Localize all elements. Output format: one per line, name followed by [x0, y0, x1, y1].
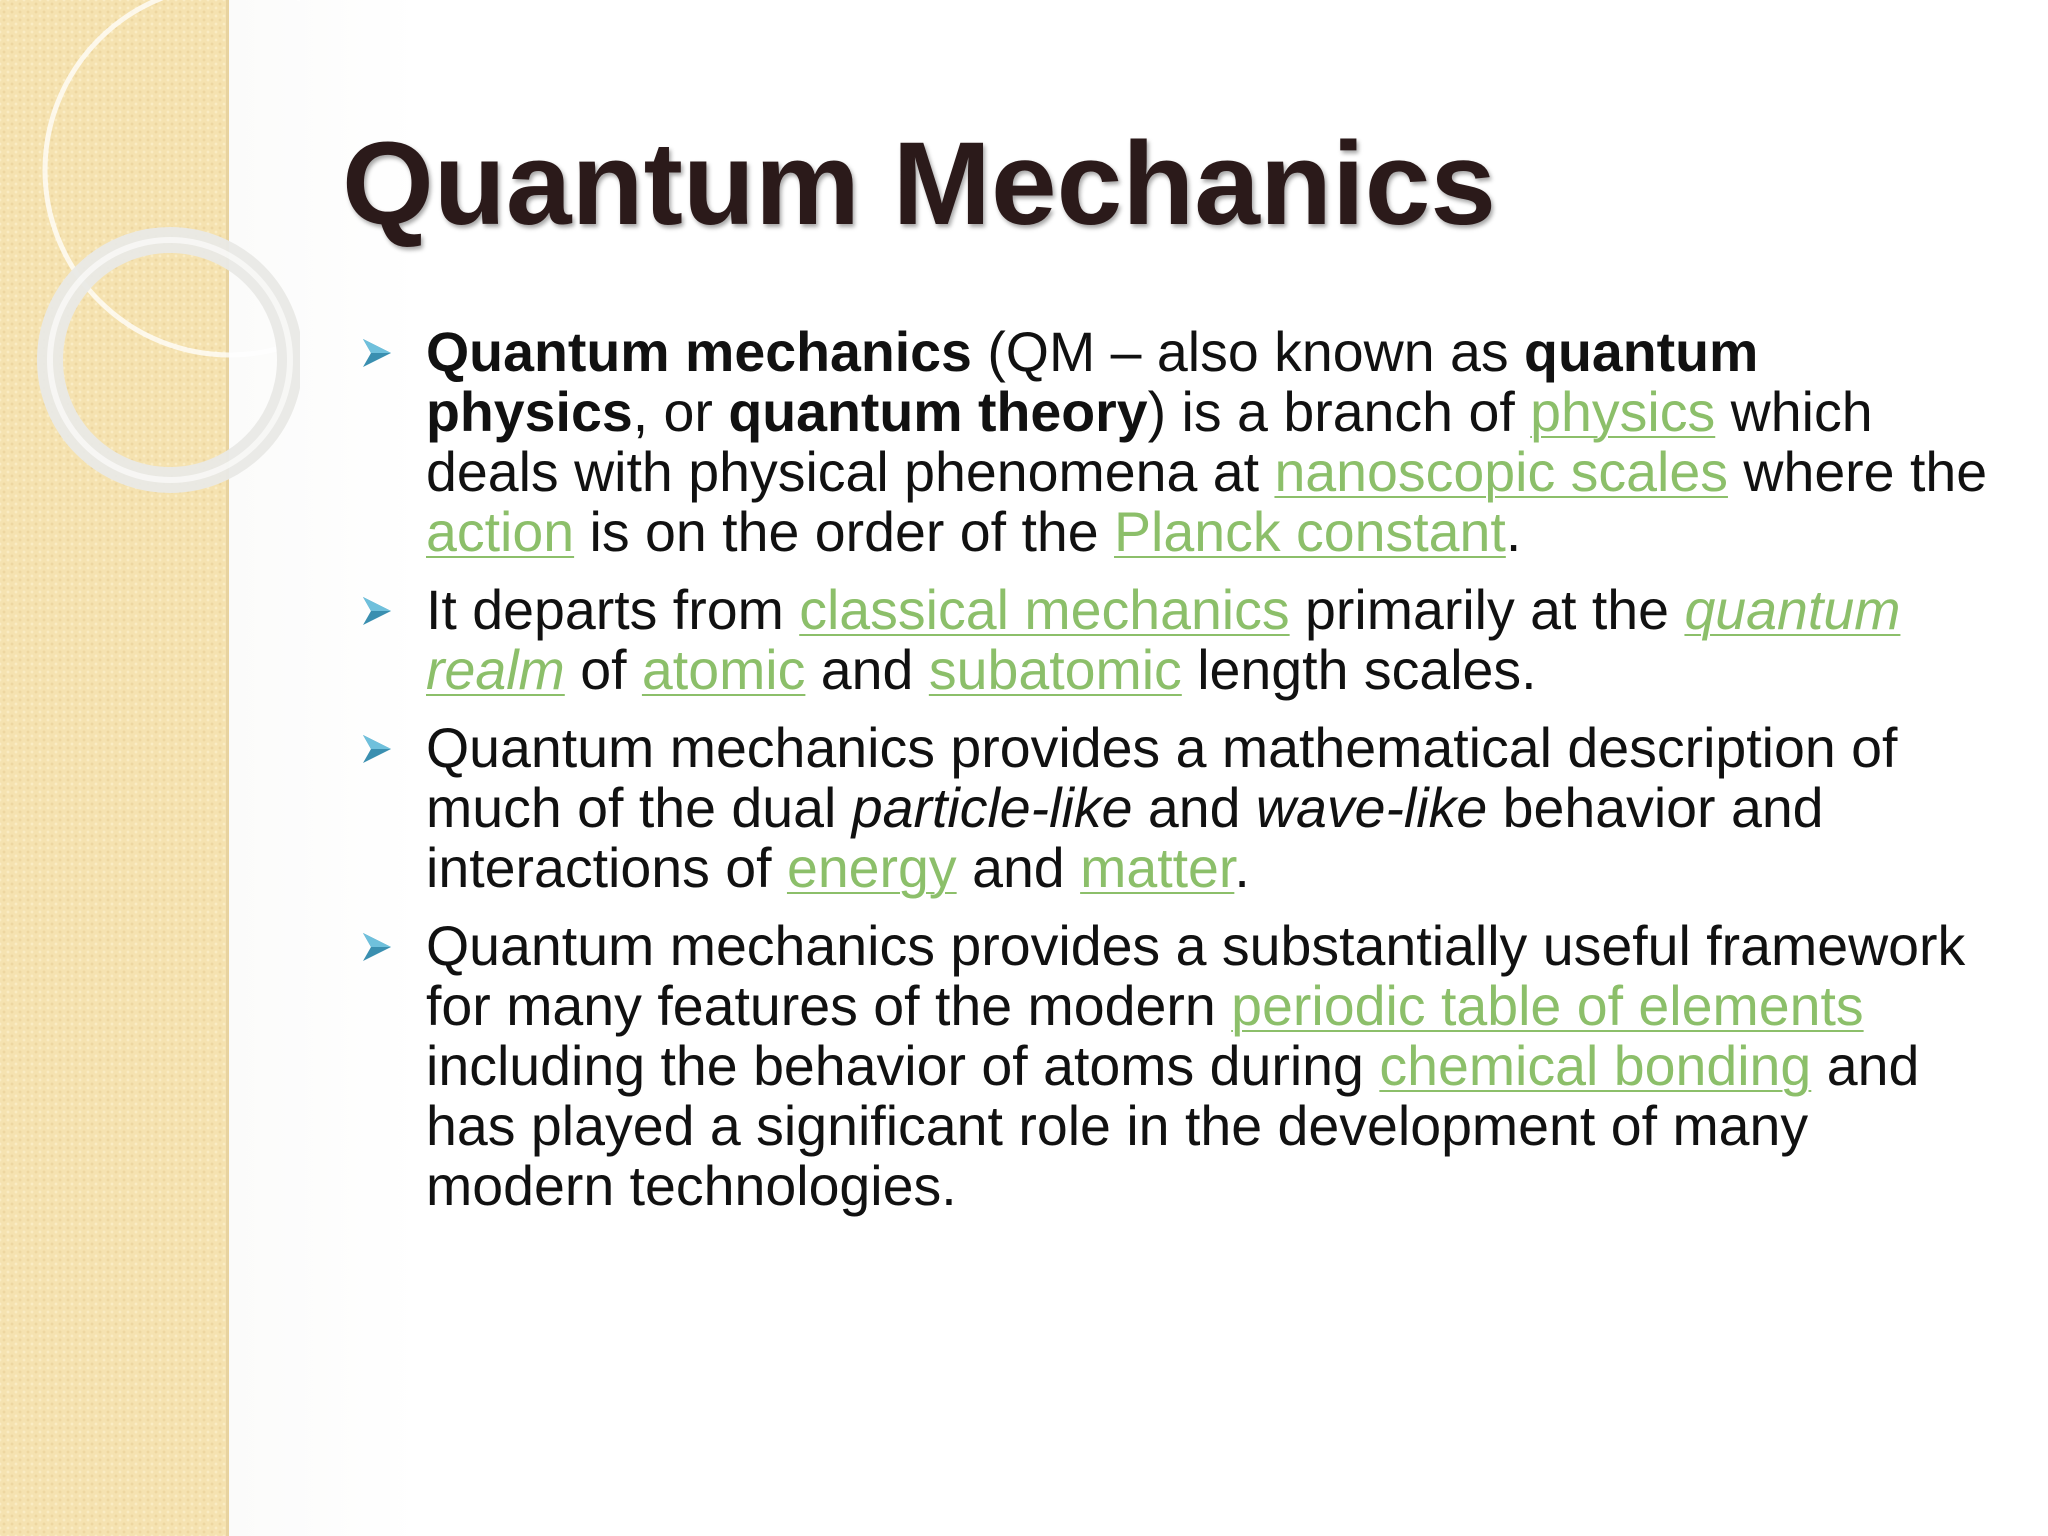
link-matter[interactable]: matter — [1080, 837, 1235, 899]
slide-title: Quantum Mechanics — [342, 118, 1497, 250]
bold-term: quantum physics — [426, 321, 1759, 443]
link-quantum-realm[interactable]: quantum realm — [426, 579, 1901, 701]
italic-term: particle-like — [851, 777, 1133, 839]
bullet-text: primarily at the — [1289, 579, 1685, 641]
bullet-text: which deals with physical phenomena at — [426, 381, 1873, 503]
bullet-text: (QM – also known as — [971, 321, 1525, 383]
link-physics[interactable]: physics — [1530, 381, 1716, 443]
link-atomic[interactable]: atomic — [641, 639, 806, 701]
link-periodic-table-of-elements[interactable]: periodic table of elements — [1231, 975, 1864, 1037]
bullet-text: . — [1234, 837, 1250, 899]
bullet-text: , or — [632, 381, 729, 443]
link-subatomic[interactable]: subatomic — [928, 639, 1182, 701]
arrow-bullet-icon — [360, 336, 394, 370]
link-energy[interactable]: energy — [786, 837, 957, 899]
link-classical-mechanics[interactable]: classical mechanics — [799, 579, 1290, 641]
bullet-text: including the behavior of atoms during — [426, 1035, 1380, 1097]
bullet-text: Quantum mechanics provides a mathematical description of much of the dual — [426, 717, 1898, 839]
link-chemical-bonding[interactable]: chemical bonding — [1379, 1035, 1812, 1097]
bullet-text: and has played a significant role in the development of many modern technologies. — [426, 1035, 1920, 1217]
bullet-text: where the — [1727, 441, 1988, 503]
arrow-bullet-icon — [360, 732, 394, 766]
bullet-text: and — [1132, 777, 1256, 839]
bullet-text: and — [956, 837, 1081, 899]
bullet-text: ) is a branch of — [1147, 381, 1531, 443]
bullet-item — [360, 322, 1990, 562]
bullet-item — [360, 580, 1990, 700]
decorative-rings — [0, 0, 300, 560]
bullet-item — [360, 718, 1990, 898]
bullet-text: Quantum mechanics provides a substantially useful framework for many features of the modern — [426, 915, 1966, 1037]
link-nanoscopic-scales[interactable]: nanoscopic scales — [1274, 441, 1728, 503]
bullet-list — [360, 322, 1990, 1234]
bullet-text: length scales. — [1181, 639, 1537, 701]
arrow-bullet-icon — [360, 930, 394, 964]
bullet-text: . — [1505, 501, 1522, 563]
bullet-text: It departs from — [426, 579, 800, 641]
bullet-text: of — [564, 639, 642, 701]
bullet-text: and — [805, 639, 929, 701]
link-action[interactable]: action — [426, 501, 575, 563]
arrow-bullet-icon — [360, 594, 394, 628]
bullet-text: behavior and interactions of — [426, 777, 1824, 899]
italic-term: wave-like — [1255, 777, 1488, 839]
bold-term: Quantum mechanics — [426, 321, 972, 383]
bullet-text: is on the order of the — [574, 501, 1115, 563]
link-planck-constant[interactable]: Planck constant — [1114, 501, 1506, 563]
bold-term: quantum theory — [728, 381, 1148, 443]
bullet-item — [360, 916, 1990, 1216]
